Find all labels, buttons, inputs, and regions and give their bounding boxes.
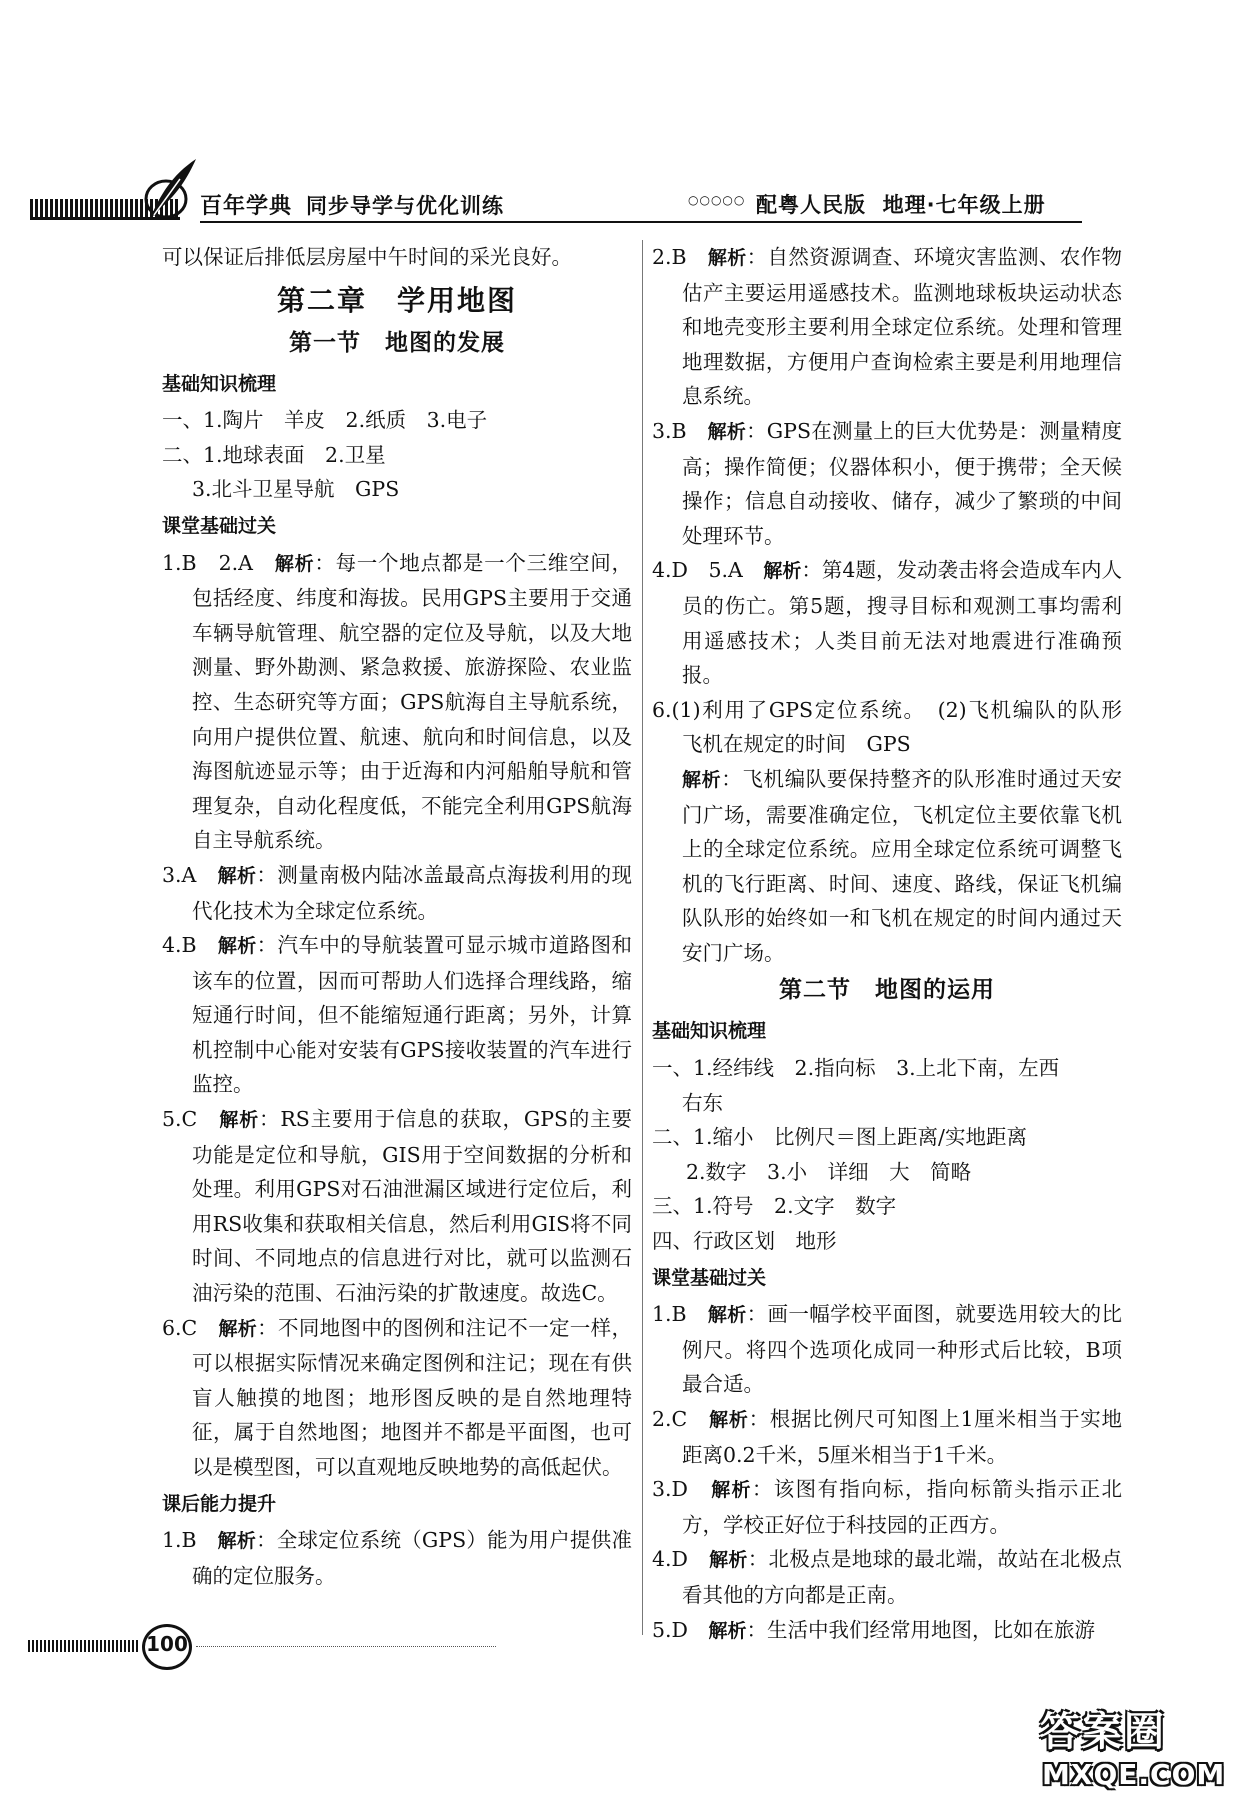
analysis-text: ：汽车中的导航装置可显示城市道路图和该车的位置，因而可帮助人们选择合理线路，缩短通行时间，但不能缩短通行距离；另外，计算机控制中心能对安装有GPS接收装置的汽车进行监控。 (192, 933, 632, 1097)
analysis-label: 解析 (707, 1304, 747, 1327)
page-number: 100 (146, 1632, 188, 1656)
basic2-item-1b: 右东 (682, 1090, 723, 1115)
answer-number: 3.B (652, 418, 708, 443)
watermark-bottom: MXQE.COM (1042, 1758, 1226, 1791)
footer-dotted-rule (196, 1646, 496, 1647)
chapter-title: 第二章 学用地图 (276, 283, 517, 317)
class2-answer-2 (652, 1402, 1122, 1472)
footer-decor-band (28, 1640, 138, 1652)
quill-logo-icon (140, 155, 200, 223)
answer-number: 5.D (652, 1617, 709, 1642)
watermark-logo (1030, 1700, 1230, 1792)
section-title-2: 第二节 地图的运用 (779, 977, 995, 1004)
classroom-heading: 课堂基础过关 (162, 514, 277, 537)
left-column (162, 240, 632, 1593)
answer-6 (162, 1311, 632, 1485)
after-answer-1 (162, 1523, 632, 1593)
basic2-item-4: 四、行政区划 地形 (652, 1229, 837, 1254)
after-answer-2 (652, 240, 1122, 414)
answer-number: 2.B (652, 245, 708, 269)
answer-number: 3.A (162, 862, 218, 887)
header-edition (756, 189, 1046, 219)
analysis-text: ：不同地图中的图例和注记不一定一样，可以根据实际情况来确定图例和注记；现在有供盲人触摸的地图；地形图反映的是自然地理特征，属于自然地图；地图并不都是平面图，也可以是模型图，可以直观地反映地势的高低起伏。 (192, 1315, 632, 1479)
analysis-label: 解析 (709, 1409, 749, 1431)
watermark-top: 答案圈 (1040, 1709, 1166, 1755)
analysis-label: 解析 (707, 247, 747, 269)
column-divider (642, 240, 643, 1635)
basic-item-1: 一、1.陶片 羊皮 2.纸质 3.电子 (162, 408, 488, 433)
edition-label: 配粤人民版 (756, 193, 866, 217)
analysis-text: ：测量南极内陆冰盖最高点海拔利用的现代化技术为全球定位系统。 (192, 862, 632, 923)
analysis-text: ：GPS在测量上的巨大优势是：测量精度高；操作简便；仪器体积小，便于携带；全天候操作；信息自动接收、储存，减少了繁琐的中间处理环节。 (682, 418, 1122, 548)
page-header (0, 155, 1260, 225)
section-title-1: 第一节 地图的发展 (289, 329, 505, 356)
answer-number: 2.C (652, 1407, 710, 1431)
after-answer-6-analysis (652, 762, 1122, 971)
book-subtitle: 同步导学与优化训练 (306, 194, 505, 218)
basic-knowledge-heading: 基础知识梳理 (162, 372, 277, 395)
answer-number: 5.C (162, 1107, 220, 1132)
analysis-text: ：全球定位系统（GPS）能为用户提供准确的定位服务。 (192, 1528, 632, 1588)
after-answer-3 (652, 414, 1122, 553)
analysis-text: ：每一个地点都是一个三维空间，包括经度、纬度和海拔。民用GPS主要用于交通车辆导航管理、航空器的定位及导航，以及大地测量、野外勘测、紧急救援、旅游探险、农业监控、生态研究等方面；GPS航海自主导航系统，向用户提供位置、航速、航向和时间信息，以及海图航迹显示等；由于近海和内河船舶导航和管理复杂，自动化程度低，不能完全利用GPS航海自主导航系统。 (192, 550, 632, 853)
basic2-item-2a: 二、1.缩小 比例尺＝图上距离/实地距离 (652, 1125, 1027, 1150)
analysis-label: 解析 (274, 552, 315, 575)
analysis-label: 解析 (711, 1479, 752, 1502)
answer-1-2 (162, 546, 632, 858)
answer-number: 1.B (652, 1302, 708, 1327)
analysis-label: 解析 (707, 420, 747, 443)
basic2-item-2b: 2.数字 3.小 详细 大 简略 (686, 1159, 972, 1184)
subject-label: 地理·七年级上册 (882, 193, 1046, 217)
answer-number: 1.B (162, 1528, 218, 1553)
analysis-text: ：飞机编队要保持整齐的队形准时通过天安门广场，需要准确定位，飞机定位主要依靠飞机上的全球定位系统。应用全球定位系统可调整飞机的飞行距离、时间、速度、路线，保证飞机编队队形的始终如一和飞机在规定的时间内通过天安门广场。 (682, 766, 1122, 965)
header-rule (200, 221, 1082, 223)
after-class-heading: 课后能力提升 (162, 1492, 277, 1515)
analysis-text: ：根据比例尺可知图上1厘米相当于实地距离0.2千米，5厘米相当于1千米。 (682, 1407, 1122, 1467)
analysis-text: ：生活中我们经常用地图，比如在旅游 (746, 1617, 1096, 1642)
analysis-label: 解析 (682, 768, 722, 791)
page-footer (20, 1622, 620, 1672)
answer-number: 3.D (652, 1477, 712, 1502)
analysis-text: ：该图有指向标，指向标箭头指示正北方，学校正好位于科技园的正西方。 (682, 1477, 1122, 1537)
analysis-label: 解析 (709, 1549, 748, 1572)
basic2-item-3: 三、1.符号 2.文字 数字 (652, 1194, 897, 1219)
analysis-label: 解析 (217, 935, 257, 958)
after-answer-4-5 (652, 553, 1122, 692)
class2-answer-3 (652, 1472, 1122, 1542)
basic-knowledge-heading-2: 基础知识梳理 (652, 1020, 767, 1043)
answer-4 (162, 928, 632, 1102)
basic2-item-1a: 一、1.经纬线 2.指向标 3.上北下南，左西 (652, 1056, 1060, 1081)
analysis-label: 解析 (219, 1109, 260, 1132)
analysis-text: ：北极点是地球的最北端，故站在北极点看其他的方向都是正南。 (682, 1547, 1122, 1607)
analysis-text: ：RS主要用于信息的获取，GPS的主要功能是定位和导航，GIS用于空间数据的分析和处理。利用GPS对石油泄漏区域进行定位后，利用RS收集和获取相关信息，然后利用GIS将不同时间、不同地点的信息进行对比，就可以监测石油污染的范围、石油污染的扩散速度。故选C。 (192, 1107, 632, 1306)
book-title: 百年学典 (200, 194, 293, 219)
analysis-text: ：第4题，发动袭击将会造成车内人员的伤亡。第5题，搜寻目标和观测工事均需利用遥感技术；人类目前无法对地震进行准确预报。 (682, 558, 1122, 688)
analysis-label: 解析 (217, 864, 257, 887)
answer-number: 6.C (162, 1315, 219, 1340)
header-dots: ○○○○○ (688, 193, 746, 207)
answer-number: 4.D 5.A (652, 558, 764, 583)
class2-answer-5 (652, 1613, 1122, 1649)
classroom-heading-2: 课堂基础过关 (652, 1266, 767, 1289)
analysis-text: ：自然资源调查、环境灾害监测、农作物估产主要运用遥感技术。监测地球板块运动状态和地壳变形主要利用全球定位系统。处理和管理地理数据，方便用户查询检索主要是利用地理信息系统。 (682, 245, 1122, 409)
analysis-label: 解析 (708, 1619, 747, 1642)
answer-5 (162, 1102, 632, 1311)
answer-number: 4.B (162, 933, 218, 958)
intro-text: 可以保证后排低层房屋中午时间的采光良好。 (162, 245, 572, 269)
header-title (200, 189, 504, 220)
analysis-label: 解析 (217, 1530, 257, 1553)
class2-answer-1 (652, 1297, 1122, 1402)
analysis-label: 解析 (763, 560, 802, 583)
answer-3 (162, 858, 632, 928)
analysis-text: ：画一幅学校平面图，就要选用较大的比例尺。将四个选项化成同一种形式后比较，B项最合适。 (682, 1302, 1122, 1397)
analysis-label: 解析 (218, 1317, 258, 1340)
after-answer-6: 6.(1)利用了GPS定位系统。 (2)飞机编队的队形 飞机在规定的时间 GPS (652, 697, 1143, 757)
class2-answer-4 (652, 1542, 1122, 1612)
basic-item-3: 3.北斗卫星导航 GPS (192, 477, 400, 502)
answer-number: 4.D (652, 1547, 710, 1572)
basic-item-2: 二、1.地球表面 2.卫星 (162, 442, 386, 467)
answer-number: 1.B 2.A (162, 550, 275, 575)
right-column (652, 240, 1143, 1648)
